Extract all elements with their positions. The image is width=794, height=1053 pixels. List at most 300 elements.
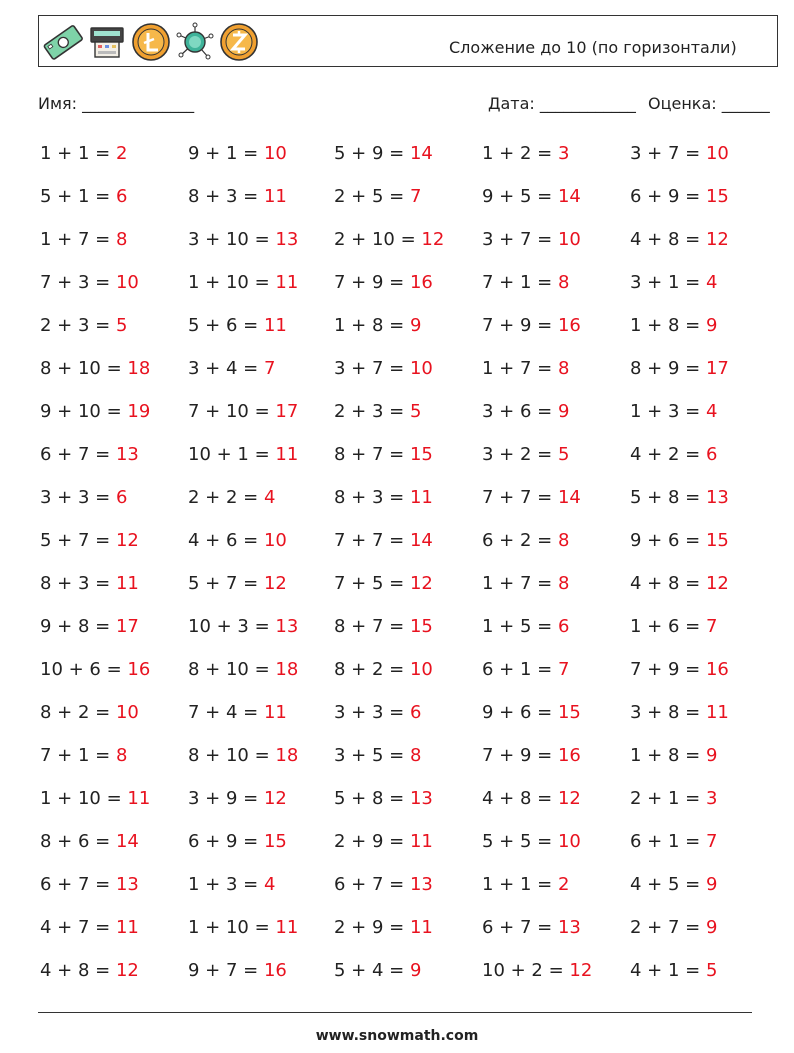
problem-item (630, 226, 729, 254)
problem-row (40, 183, 780, 226)
problem-row (40, 613, 780, 656)
problem-item (482, 914, 581, 942)
problem-item (188, 312, 287, 340)
problem-item (188, 441, 298, 469)
problem-expression: 5 + 7 = (188, 573, 259, 594)
problem-expression: 7 + 1 = (482, 272, 553, 293)
problem-expression: 2 + 2 = (188, 487, 259, 508)
problem-answer: 12 (705, 573, 729, 594)
problem-item (334, 656, 433, 684)
problem-item (40, 484, 127, 512)
problem-answer: 13 (275, 229, 299, 250)
problem-expression: 8 + 10 = (188, 745, 270, 766)
problem-item (188, 914, 298, 942)
problem-item (482, 355, 569, 383)
problem-item (40, 742, 127, 770)
problem-expression: 8 + 9 = (630, 358, 701, 379)
problem-item (482, 613, 569, 641)
problem-expression: 8 + 3 = (40, 573, 111, 594)
problem-row (40, 957, 780, 1000)
problem-item (630, 570, 729, 598)
problem-expression: 4 + 8 = (482, 788, 553, 809)
problem-answer: 17 (705, 358, 729, 379)
problem-expression: 8 + 7 = (334, 444, 405, 465)
problem-answer: 10 (705, 143, 729, 164)
problem-answer: 11 (263, 702, 287, 723)
problem-item (482, 398, 569, 426)
problem-answer: 6 (115, 487, 128, 508)
worksheet-title: Сложение до 10 (по горизонтали) (449, 38, 737, 57)
problem-item (188, 570, 287, 598)
problem-item (482, 527, 569, 555)
problem-item (630, 355, 729, 383)
problem-expression: 2 + 3 = (334, 401, 405, 422)
problem-expression: 9 + 1 = (188, 143, 259, 164)
money-bill-icon (43, 22, 83, 62)
problem-expression: 1 + 7 = (40, 229, 111, 250)
problem-answer: 10 (115, 702, 139, 723)
problem-expression: 1 + 3 = (630, 401, 701, 422)
problem-expression: 8 + 10 = (188, 659, 270, 680)
problem-answer: 5 (557, 444, 570, 465)
problem-expression: 3 + 4 = (188, 358, 259, 379)
problem-item (40, 355, 150, 383)
problem-answer: 11 (127, 788, 151, 809)
problem-expression: 7 + 10 = (188, 401, 270, 422)
problem-expression: 7 + 9 = (482, 745, 553, 766)
problem-answer: 7 (409, 186, 422, 207)
problem-item (482, 312, 581, 340)
problem-item (188, 183, 287, 211)
problem-item (188, 785, 287, 813)
problem-expression: 9 + 6 = (482, 702, 553, 723)
problem-item (40, 570, 139, 598)
problem-item (40, 226, 127, 254)
problem-row (40, 570, 780, 613)
problem-expression: 1 + 3 = (188, 874, 259, 895)
problem-expression: 1 + 10 = (40, 788, 122, 809)
problem-answer: 11 (705, 702, 729, 723)
problem-answer: 12 (409, 573, 433, 594)
problem-item (188, 828, 287, 856)
problem-expression: 6 + 9 = (188, 831, 259, 852)
problem-answer: 11 (263, 315, 287, 336)
problem-expression: 4 + 7 = (40, 917, 111, 938)
problem-answer: 10 (557, 831, 581, 852)
problem-item (630, 871, 717, 899)
problem-item (40, 140, 127, 168)
problem-expression: 4 + 8 = (630, 229, 701, 250)
problem-item (334, 484, 433, 512)
problem-item (482, 441, 569, 469)
problem-answer: 16 (557, 315, 581, 336)
problem-answer: 2 (115, 143, 128, 164)
problem-row (40, 871, 780, 914)
problem-item (188, 613, 298, 641)
footer-divider (38, 1012, 752, 1013)
problem-row (40, 785, 780, 828)
problem-answer: 16 (705, 659, 729, 680)
problem-item (40, 871, 139, 899)
problem-item (40, 312, 127, 340)
problem-expression: 7 + 9 = (482, 315, 553, 336)
problem-item (40, 785, 150, 813)
problem-answer: 4 (705, 272, 718, 293)
problem-answer: 6 (705, 444, 718, 465)
problem-expression: 5 + 9 = (334, 143, 405, 164)
problem-answer: 12 (263, 788, 287, 809)
problem-expression: 3 + 1 = (630, 272, 701, 293)
problem-row (40, 441, 780, 484)
problem-item (630, 613, 717, 641)
problem-row (40, 742, 780, 785)
problem-item (482, 269, 569, 297)
problem-expression: 7 + 4 = (188, 702, 259, 723)
problem-item (630, 527, 729, 555)
problem-answer: 7 (705, 831, 718, 852)
problem-answer: 8 (557, 272, 570, 293)
problem-answer: 10 (409, 358, 433, 379)
problem-expression: 1 + 10 = (188, 917, 270, 938)
problem-expression: 1 + 1 = (40, 143, 111, 164)
problem-answer: 14 (409, 530, 433, 551)
problem-item (482, 699, 581, 727)
problem-item (482, 183, 581, 211)
problem-item (40, 441, 139, 469)
problem-expression: 3 + 7 = (334, 358, 405, 379)
problem-item (482, 742, 581, 770)
problem-item (188, 355, 275, 383)
zcash-icon (219, 22, 259, 62)
problem-expression: 5 + 1 = (40, 186, 111, 207)
problem-item (630, 312, 717, 340)
problem-expression: 1 + 2 = (482, 143, 553, 164)
problem-answer: 11 (263, 186, 287, 207)
problem-answer: 9 (705, 917, 718, 938)
problem-answer: 11 (275, 272, 299, 293)
problem-answer: 14 (115, 831, 139, 852)
problem-item (188, 226, 298, 254)
litecoin-icon (131, 22, 171, 62)
problem-expression: 3 + 7 = (482, 229, 553, 250)
problem-row (40, 226, 780, 269)
problem-answer: 10 (263, 143, 287, 164)
problem-expression: 3 + 2 = (482, 444, 553, 465)
problem-expression: 1 + 8 = (334, 315, 405, 336)
problem-item (630, 656, 729, 684)
problem-expression: 2 + 1 = (630, 788, 701, 809)
problem-expression: 2 + 10 = (334, 229, 416, 250)
problem-expression: 7 + 9 = (630, 659, 701, 680)
problem-expression: 1 + 1 = (482, 874, 553, 895)
problem-answer: 8 (557, 573, 570, 594)
problem-item (40, 613, 139, 641)
problem-item (188, 484, 275, 512)
problem-answer: 12 (115, 960, 139, 981)
problem-row (40, 269, 780, 312)
problem-item (630, 140, 729, 168)
problem-expression: 8 + 2 = (334, 659, 405, 680)
problem-answer: 10 (263, 530, 287, 551)
problem-expression: 6 + 1 = (630, 831, 701, 852)
problem-answer: 2 (557, 874, 570, 895)
problem-item (334, 785, 433, 813)
problem-item (40, 828, 139, 856)
problem-item (40, 699, 139, 727)
problem-item (334, 914, 433, 942)
problem-expression: 2 + 9 = (334, 917, 405, 938)
problem-item (334, 828, 433, 856)
problem-answer: 16 (409, 272, 433, 293)
problem-answer: 12 (557, 788, 581, 809)
problem-answer: 4 (263, 487, 276, 508)
problem-expression: 4 + 5 = (630, 874, 701, 895)
problem-item (188, 742, 298, 770)
problem-answer: 16 (127, 659, 151, 680)
problem-answer: 14 (409, 143, 433, 164)
problem-answer: 12 (705, 229, 729, 250)
problem-row (40, 699, 780, 742)
problem-answer: 16 (263, 960, 287, 981)
problem-item (482, 785, 581, 813)
header-icons (43, 20, 259, 64)
problem-item (630, 269, 717, 297)
problem-answer: 8 (115, 229, 128, 250)
problem-answer: 15 (409, 616, 433, 637)
problem-item (630, 914, 717, 942)
problem-answer: 7 (557, 659, 570, 680)
problem-item (334, 226, 444, 254)
network-coin-icon (175, 22, 215, 62)
problem-expression: 7 + 5 = (334, 573, 405, 594)
problem-expression: 6 + 7 = (482, 917, 553, 938)
problem-item (630, 398, 717, 426)
problem-answer: 15 (705, 530, 729, 551)
problem-answer: 12 (421, 229, 445, 250)
problem-item (630, 742, 717, 770)
problem-item (482, 656, 569, 684)
problem-answer: 15 (263, 831, 287, 852)
problem-item (334, 183, 421, 211)
problem-answer: 9 (705, 315, 718, 336)
problem-answer: 14 (557, 487, 581, 508)
problem-item (482, 226, 581, 254)
problem-expression: 7 + 1 = (40, 745, 111, 766)
problem-answer: 11 (409, 917, 433, 938)
problem-answer: 3 (557, 143, 570, 164)
problem-row (40, 398, 780, 441)
problem-expression: 3 + 10 = (188, 229, 270, 250)
problem-expression: 5 + 8 = (630, 487, 701, 508)
problem-item (334, 742, 421, 770)
problem-item (630, 785, 717, 813)
problem-expression: 7 + 7 = (334, 530, 405, 551)
problem-expression: 5 + 5 = (482, 831, 553, 852)
problem-answer: 5 (705, 960, 718, 981)
problem-answer: 4 (263, 874, 276, 895)
problem-expression: 6 + 1 = (482, 659, 553, 680)
problem-answer: 14 (557, 186, 581, 207)
problem-item (334, 269, 433, 297)
problem-item (482, 570, 569, 598)
problem-answer: 13 (409, 788, 433, 809)
problem-answer: 6 (409, 702, 422, 723)
problem-answer: 15 (705, 186, 729, 207)
problem-item (630, 957, 717, 985)
problem-item (630, 484, 729, 512)
problem-item (630, 699, 729, 727)
problem-answer: 9 (705, 745, 718, 766)
problem-expression: 3 + 3 = (40, 487, 111, 508)
problem-answer: 11 (275, 444, 299, 465)
problem-expression: 7 + 9 = (334, 272, 405, 293)
problem-item (630, 441, 717, 469)
problem-answer: 15 (409, 444, 433, 465)
problem-expression: 10 + 6 = (40, 659, 122, 680)
cash-register-icon (87, 22, 127, 62)
problem-answer: 19 (127, 401, 151, 422)
problem-row (40, 828, 780, 871)
problem-item (40, 656, 150, 684)
problem-item (188, 527, 287, 555)
problem-item (334, 570, 433, 598)
problem-expression: 3 + 3 = (334, 702, 405, 723)
problem-item (188, 398, 298, 426)
problem-expression: 1 + 10 = (188, 272, 270, 293)
problem-answer: 11 (115, 917, 139, 938)
problem-expression: 3 + 6 = (482, 401, 553, 422)
problem-answer: 17 (275, 401, 299, 422)
problem-answer: 6 (115, 186, 128, 207)
problem-answer: 11 (409, 487, 433, 508)
problem-expression: 8 + 3 = (188, 186, 259, 207)
problem-answer: 8 (557, 358, 570, 379)
problem-answer: 12 (569, 960, 593, 981)
worksheet-header (38, 15, 778, 67)
problem-answer: 18 (127, 358, 151, 379)
problem-answer: 12 (115, 530, 139, 551)
problem-answer: 11 (115, 573, 139, 594)
problem-expression: 3 + 7 = (630, 143, 701, 164)
problem-expression: 2 + 3 = (40, 315, 111, 336)
problem-expression: 7 + 3 = (40, 272, 111, 293)
problem-expression: 8 + 10 = (40, 358, 122, 379)
problem-expression: 2 + 9 = (334, 831, 405, 852)
problem-item (188, 699, 287, 727)
problem-expression: 6 + 7 = (40, 444, 111, 465)
problem-expression: 8 + 2 = (40, 702, 111, 723)
problem-expression: 3 + 8 = (630, 702, 701, 723)
problem-answer: 18 (275, 745, 299, 766)
problem-expression: 10 + 2 = (482, 960, 564, 981)
problem-item (40, 183, 127, 211)
problem-item (40, 957, 139, 985)
problem-expression: 9 + 7 = (188, 960, 259, 981)
problem-item (630, 828, 717, 856)
problem-item (188, 140, 287, 168)
problem-expression: 8 + 3 = (334, 487, 405, 508)
problem-item (482, 871, 569, 899)
problem-item (188, 871, 275, 899)
problem-item (334, 871, 433, 899)
problem-expression: 4 + 8 = (630, 573, 701, 594)
problem-item (334, 355, 433, 383)
problem-expression: 7 + 7 = (482, 487, 553, 508)
problem-answer: 8 (115, 745, 128, 766)
problem-row (40, 140, 780, 183)
problem-expression: 4 + 1 = (630, 960, 701, 981)
problem-row (40, 527, 780, 570)
problem-answer: 10 (409, 659, 433, 680)
score-field-label: Оценка: ______ (648, 94, 770, 113)
problem-expression: 4 + 8 = (40, 960, 111, 981)
problem-row (40, 312, 780, 355)
problem-answer: 7 (705, 616, 718, 637)
problem-expression: 9 + 5 = (482, 186, 553, 207)
problem-expression: 8 + 7 = (334, 616, 405, 637)
problem-expression: 3 + 5 = (334, 745, 405, 766)
problem-answer: 9 (409, 315, 422, 336)
problem-expression: 6 + 2 = (482, 530, 553, 551)
problem-answer: 16 (557, 745, 581, 766)
problem-answer: 13 (115, 444, 139, 465)
problem-expression: 4 + 6 = (188, 530, 259, 551)
problem-expression: 4 + 2 = (630, 444, 701, 465)
problem-answer: 15 (557, 702, 581, 723)
problem-answer: 13 (275, 616, 299, 637)
problem-expression: 1 + 7 = (482, 358, 553, 379)
problem-item (482, 828, 581, 856)
problem-answer: 13 (557, 917, 581, 938)
problem-answer: 10 (115, 272, 139, 293)
problem-expression: 10 + 3 = (188, 616, 270, 637)
problem-item (40, 914, 139, 942)
problem-item (40, 527, 139, 555)
problem-expression: 6 + 7 = (334, 874, 405, 895)
problem-expression: 1 + 8 = (630, 315, 701, 336)
problem-expression: 6 + 7 = (40, 874, 111, 895)
problem-answer: 10 (557, 229, 581, 250)
name-field-label: Имя: ______________ (38, 94, 195, 113)
problem-answer: 11 (275, 917, 299, 938)
problem-row (40, 484, 780, 527)
problem-answer: 5 (115, 315, 128, 336)
problem-expression: 2 + 5 = (334, 186, 405, 207)
problem-expression: 9 + 8 = (40, 616, 111, 637)
problem-expression: 8 + 6 = (40, 831, 111, 852)
problem-answer: 13 (409, 874, 433, 895)
problem-item (334, 957, 421, 985)
problem-row (40, 355, 780, 398)
problem-answer: 7 (263, 358, 276, 379)
problem-item (188, 269, 298, 297)
problem-answer: 3 (705, 788, 718, 809)
problem-answer: 11 (409, 831, 433, 852)
footer-url: www.snowmath.com (315, 1028, 479, 1044)
problem-answer: 9 (705, 874, 718, 895)
problem-expression: 5 + 8 = (334, 788, 405, 809)
problem-answer: 13 (115, 874, 139, 895)
problem-answer: 8 (409, 745, 422, 766)
problem-answer: 4 (705, 401, 718, 422)
problem-item (334, 699, 421, 727)
problem-answer: 9 (409, 960, 422, 981)
problem-expression: 3 + 9 = (188, 788, 259, 809)
problem-answer: 8 (557, 530, 570, 551)
problem-item (482, 957, 592, 985)
problem-answer: 18 (275, 659, 299, 680)
problem-answer: 13 (705, 487, 729, 508)
